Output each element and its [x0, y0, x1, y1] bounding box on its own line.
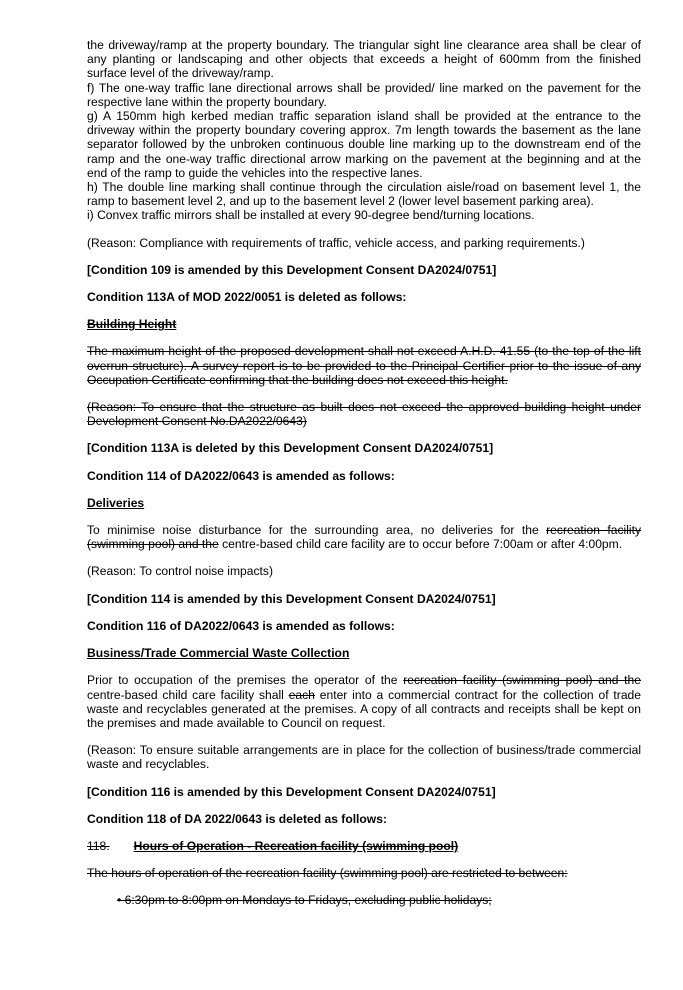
hours-of-operation-title: Hours of Operation - Recreation facility (swimming pool) — [133, 838, 459, 853]
deliveries-body — [87, 523, 641, 551]
condition-text-f: f) The one-way traffic lane directional arrows shall be provided/ line marked on the pavement for the respective lane within the property boundary. — [87, 80, 641, 109]
deliveries-title: Deliveries — [87, 495, 145, 510]
condition-text-g: g) A 150mm high kerbed median traffic separation island shall be provided at the entrance to the driveway within the property boundary covering approx. 7m length towards the basement as the lane separator followed by the unbroken continuous double line marking up to the downstream end of the ramp and the one-way traffic directional arrow marking on the pavement at the beginning and at the end of the ramp to guide the vehicles into the respective lanes. — [87, 109, 641, 180]
hours-bullet-item: • 6:30pm to 8:00pm on Mondays to Fridays, excluding public holidays; — [117, 893, 492, 908]
condition-text-e: the driveway/ramp at the property boundary. The triangular sight line clearance area shall be clear of any planting or landscaping and other objects that exceeds a height of 600mm from the finished surface level of the driveway/ramp. — [87, 38, 641, 81]
building-height-reason: (Reason: To ensure that the structure as built does not exceed the approved building height under Development Consent No.DA2022/0643) — [87, 400, 641, 429]
condition-118-heading: Condition 118 of DA 2022/0643 is deleted as follows: — [87, 811, 387, 826]
waste-struck-text-1: recreation facility (swimming pool) and the — [403, 673, 641, 688]
building-height-body: The maximum height of the proposed development shall not exceed A.H.D. 41.55 (to the top of the lift overrun structure). A survey report is to be provided to the Principal Certifier prior to the issue of any Occupation Certificate confirming that the building does not exceed this height. — [87, 344, 641, 387]
condition-109-amended-note: [Condition 109 is amended by this Development Consent DA2024/0751] — [87, 262, 497, 277]
building-height-title: Building Height — [87, 317, 177, 332]
condition-116-amended-note: [Condition 116 is amended by this Development Consent DA2024/0751] — [87, 784, 496, 799]
waste-text-2: centre-based child care facility shall — [87, 687, 289, 702]
waste-collection-reason: (Reason: To ensure suitable arrangements are in place for the collection of business/trade commercial waste and recyclables. — [87, 743, 641, 772]
reason-traffic: (Reason: Compliance with requirements of traffic, vehicle access, and parking requirements.) — [87, 235, 585, 250]
deliveries-struck-text: recreation facility (swimming pool) and the — [87, 523, 641, 552]
waste-collection-title: Business/Trade Commercial Waste Collection — [87, 646, 350, 661]
condition-113a-deleted-note: [Condition 113A is deleted by this Development Consent DA2024/0751] — [87, 441, 494, 456]
deliveries-reason: (Reason: To control noise impacts) — [87, 564, 273, 579]
deliveries-text-2: centre-based child care facility are to occur before 7:00am or after 4:00pm. — [218, 537, 623, 552]
condition-114-heading: Condition 114 of DA2022/0643 is amended as follows: — [87, 468, 395, 483]
condition-114-amended-note: [Condition 114 is amended by this Development Consent DA2024/0751] — [87, 591, 496, 606]
hours-of-operation-body: The hours of operation of the recreation facility (swimming pool) are restricted to between: — [87, 866, 568, 881]
condition-113a-heading: Condition 113A of MOD 2022/0051 is deleted as follows: — [87, 290, 407, 305]
document-page — [87, 38, 641, 908]
condition-118-number: 118. — [87, 838, 110, 853]
condition-text-h: h) The double line marking shall continue through the circulation aisle/road on basement level 1, the ramp to basement level 2, and up to the basement level 2 (lower level basement parking area). — [87, 180, 641, 209]
waste-text-1: Prior to occupation of the premises the operator of the — [87, 673, 404, 688]
hours-heading-row — [87, 839, 641, 853]
waste-struck-text-2: each — [288, 687, 315, 702]
condition-text-i: i) Convex traffic mirrors shall be installed at every 90-degree bend/turning locations. — [87, 208, 535, 223]
waste-text-3: enter into a commercial contract for the collection of trade waste and recyclables generated at the premises. A copy of all contracts and receipts shall be kept on the premises and made available to Council on request. — [87, 687, 641, 730]
waste-collection-body — [87, 673, 641, 730]
deliveries-text-1: To minimise noise disturbance for the surrounding area, no deliveries for the — [87, 523, 547, 538]
condition-116-heading: Condition 116 of DA2022/0643 is amended as follows: — [87, 618, 395, 633]
